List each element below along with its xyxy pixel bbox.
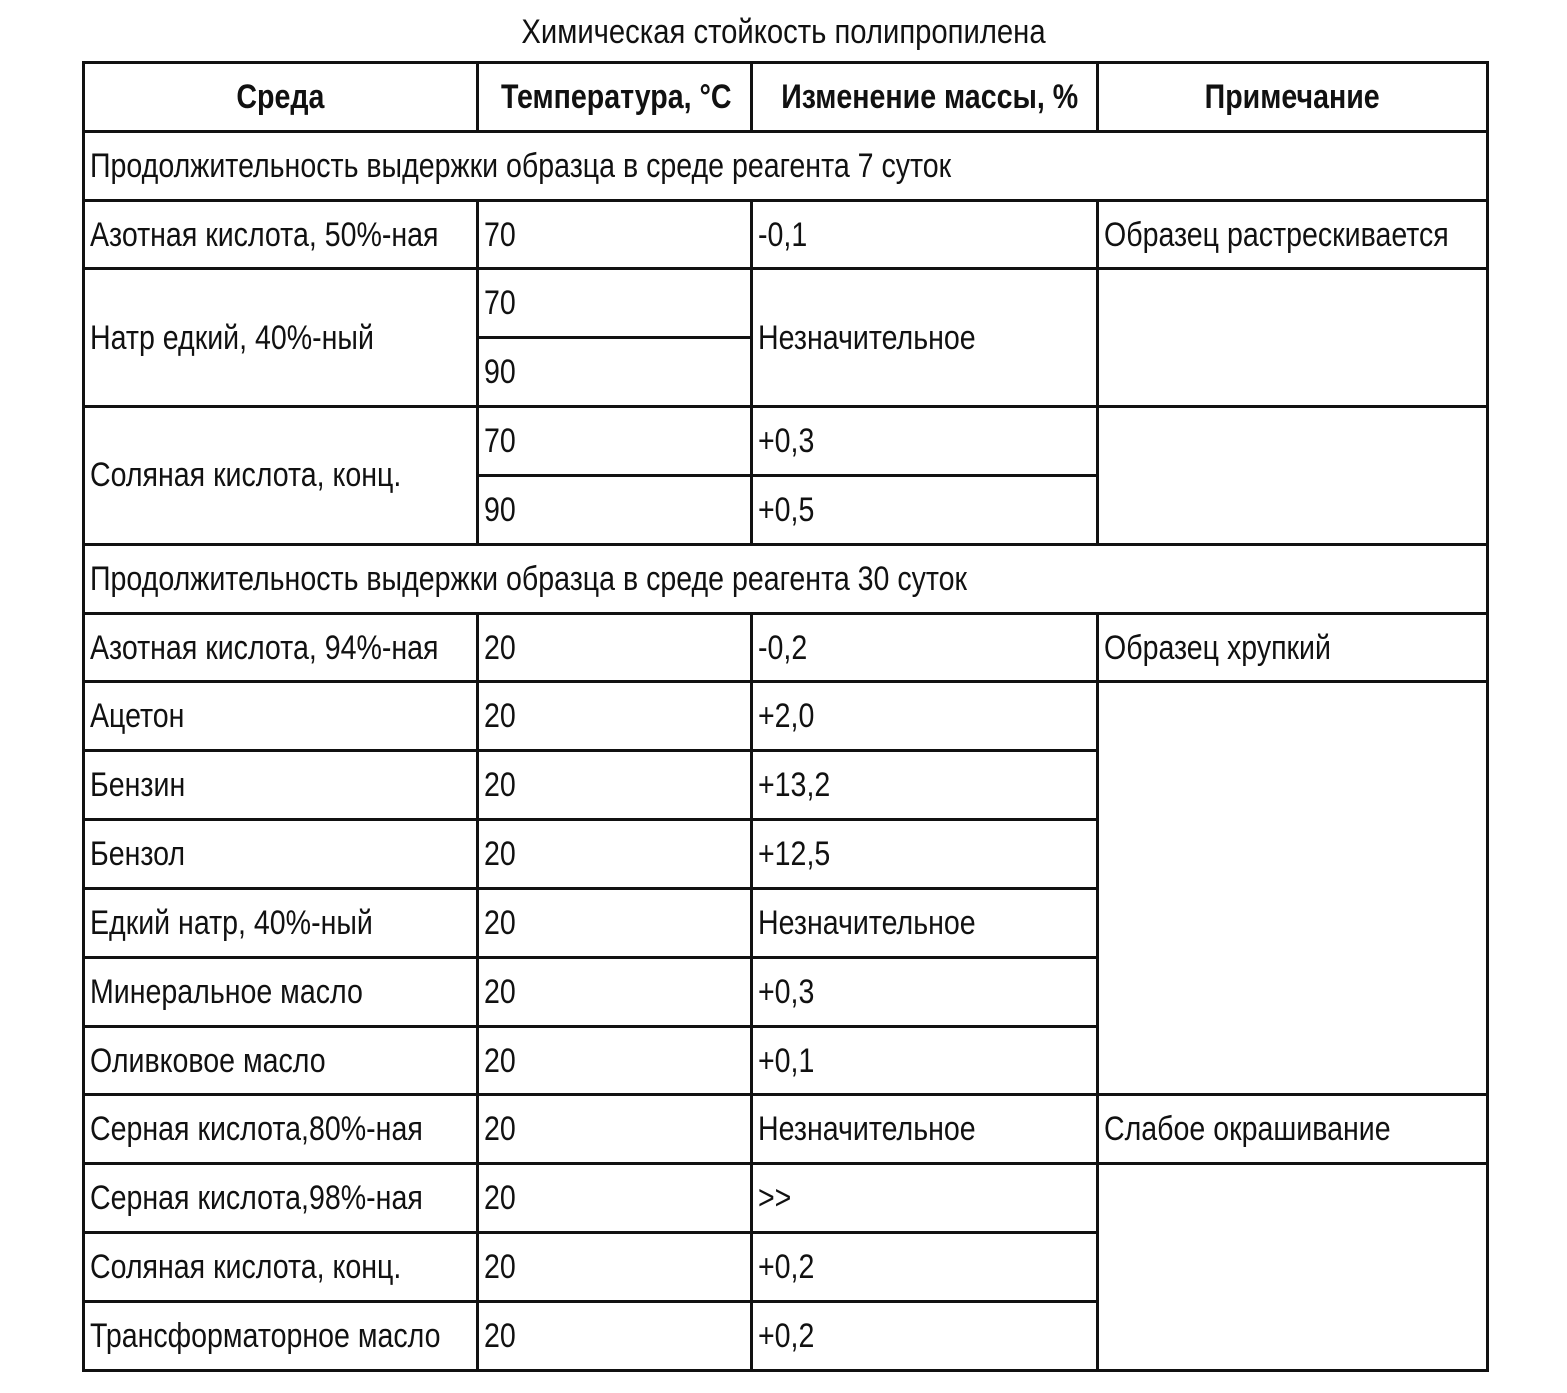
cell-medium bbox=[84, 200, 478, 269]
cell-note-text: Образец растрескивается bbox=[1104, 215, 1449, 254]
cell-note-text: Слабое окрашивание bbox=[1104, 1110, 1391, 1149]
cell-mass-change bbox=[752, 1164, 1098, 1233]
cell-temperature bbox=[478, 682, 752, 751]
chemical-resistance-table bbox=[82, 61, 1489, 1372]
header-note bbox=[1098, 63, 1488, 132]
cell-note bbox=[1098, 200, 1488, 269]
header-medium bbox=[84, 63, 478, 132]
cell-temperature bbox=[478, 475, 752, 544]
cell-temperature bbox=[478, 820, 752, 889]
cell-mass-change-text: -0,1 bbox=[758, 215, 808, 254]
cell-temperature bbox=[478, 1095, 752, 1164]
cell-mass-change-text: +13,2 bbox=[758, 766, 831, 805]
table-title bbox=[110, 10, 1458, 54]
cell-mass-change bbox=[752, 888, 1098, 957]
cell-temperature bbox=[478, 407, 752, 476]
cell-mass-change bbox=[752, 1233, 1098, 1302]
cell-mass-change-text: +0,2 bbox=[758, 1247, 815, 1286]
header-medium-text: Среда bbox=[236, 77, 325, 116]
cell-temperature-text: 20 bbox=[484, 903, 516, 942]
cell-mass-change bbox=[752, 269, 1098, 407]
cell-medium bbox=[84, 888, 478, 957]
cell-temperature bbox=[478, 338, 752, 407]
cell-medium bbox=[84, 407, 478, 545]
header-mass-change-text: Изменение массы, % bbox=[781, 77, 1079, 116]
table-row bbox=[84, 1095, 1488, 1164]
cell-temperature-text: 20 bbox=[484, 1179, 516, 1218]
cell-temperature bbox=[478, 200, 752, 269]
cell-medium-text: Бензол bbox=[90, 835, 186, 874]
cell-medium-text: Натр едкий, 40%-ный bbox=[90, 318, 374, 357]
cell-medium-text: Соляная кислота, конц. bbox=[90, 1247, 402, 1286]
cell-mass-change-text: Незначительное bbox=[758, 318, 976, 357]
cell-mass-change bbox=[752, 1301, 1098, 1370]
cell-medium bbox=[84, 613, 478, 682]
table-title-text: Химическая стойкость полипропилена bbox=[521, 13, 1046, 51]
table-row bbox=[84, 1164, 1488, 1233]
section-label-7-days bbox=[84, 131, 1488, 200]
cell-medium bbox=[84, 1095, 478, 1164]
section-row-7-days bbox=[84, 131, 1488, 200]
cell-medium-text: Серная кислота,80%-ная bbox=[90, 1110, 423, 1149]
cell-note bbox=[1098, 1164, 1488, 1371]
cell-temperature-text: 20 bbox=[484, 628, 516, 667]
cell-mass-change-text: Незначительное bbox=[758, 1110, 976, 1149]
cell-mass-change-text: +12,5 bbox=[758, 835, 831, 874]
cell-temperature-text: 20 bbox=[484, 697, 516, 736]
cell-medium-text: Бензин bbox=[90, 766, 186, 805]
cell-mass-change bbox=[752, 751, 1098, 820]
cell-medium-text: Едкий натр, 40%-ный bbox=[90, 903, 373, 942]
cell-medium-text: Азотная кислота, 94%-ная bbox=[90, 628, 439, 667]
cell-note bbox=[1098, 613, 1488, 682]
cell-medium-text: Минеральное масло bbox=[90, 972, 363, 1011]
cell-medium-text: Азотная кислота, 50%-ная bbox=[90, 215, 439, 254]
cell-mass-change bbox=[752, 475, 1098, 544]
cell-temperature bbox=[478, 1233, 752, 1302]
cell-mass-change-text: -0,2 bbox=[758, 628, 808, 667]
cell-temperature bbox=[478, 888, 752, 957]
cell-mass-change-text: Незначительное bbox=[758, 903, 976, 942]
section-row-30-days bbox=[84, 544, 1488, 613]
cell-medium bbox=[84, 682, 478, 751]
cell-medium-text: Ацетон bbox=[90, 697, 185, 736]
table-row bbox=[84, 682, 1488, 751]
table-row bbox=[84, 269, 1488, 338]
table-row bbox=[84, 200, 1488, 269]
section-label-30-days bbox=[84, 544, 1488, 613]
cell-temperature bbox=[478, 751, 752, 820]
cell-medium-text: Серная кислота,98%-ная bbox=[90, 1179, 423, 1218]
cell-mass-change-text: +0,2 bbox=[758, 1316, 815, 1355]
cell-temperature-text: 90 bbox=[484, 353, 516, 392]
cell-mass-change bbox=[752, 1026, 1098, 1095]
cell-temperature-text: 20 bbox=[484, 766, 516, 805]
cell-note-text: Образец хрупкий bbox=[1104, 628, 1331, 667]
cell-mass-change bbox=[752, 820, 1098, 889]
cell-mass-change-text: +0,1 bbox=[758, 1041, 815, 1080]
cell-medium bbox=[84, 820, 478, 889]
cell-medium bbox=[84, 1301, 478, 1370]
cell-medium bbox=[84, 1026, 478, 1095]
cell-note bbox=[1098, 682, 1488, 1095]
cell-mass-change bbox=[752, 200, 1098, 269]
cell-temperature-text: 20 bbox=[484, 1110, 516, 1149]
cell-mass-change-text: +0,5 bbox=[758, 490, 815, 529]
cell-temperature bbox=[478, 269, 752, 338]
cell-mass-change-text: +0,3 bbox=[758, 422, 815, 461]
cell-mass-change-text: >> bbox=[758, 1179, 792, 1218]
cell-temperature-text: 20 bbox=[484, 1316, 516, 1355]
cell-temperature-text: 20 bbox=[484, 1041, 516, 1080]
cell-temperature-text: 20 bbox=[484, 972, 516, 1011]
cell-medium bbox=[84, 1164, 478, 1233]
cell-mass-change bbox=[752, 957, 1098, 1026]
cell-note bbox=[1098, 1095, 1488, 1164]
cell-mass-change-text: +0,3 bbox=[758, 972, 815, 1011]
cell-mass-change bbox=[752, 407, 1098, 476]
cell-medium bbox=[84, 269, 478, 407]
cell-mass-change bbox=[752, 682, 1098, 751]
cell-temperature-text: 20 bbox=[484, 835, 516, 874]
cell-temperature bbox=[478, 957, 752, 1026]
section-label-7-days-text: Продолжительность выдержки образца в среде реагента 7 суток bbox=[90, 146, 952, 185]
table-row bbox=[84, 407, 1488, 476]
cell-mass-change bbox=[752, 613, 1098, 682]
section-label-30-days-text: Продолжительность выдержки образца в среде реагента 30 суток bbox=[90, 559, 968, 598]
cell-temperature-text: 70 bbox=[484, 284, 516, 323]
cell-medium bbox=[84, 751, 478, 820]
cell-note bbox=[1098, 407, 1488, 545]
cell-temperature bbox=[478, 1301, 752, 1370]
header-temperature bbox=[478, 63, 752, 132]
cell-medium-text: Соляная кислота, конц. bbox=[90, 456, 402, 495]
header-temperature-text: Температура, °С bbox=[500, 77, 732, 116]
cell-medium bbox=[84, 957, 478, 1026]
cell-temperature-text: 20 bbox=[484, 1247, 516, 1286]
cell-temperature bbox=[478, 1164, 752, 1233]
cell-medium-text: Оливковое масло bbox=[90, 1041, 326, 1080]
cell-temperature-text: 70 bbox=[484, 422, 516, 461]
cell-temperature bbox=[478, 613, 752, 682]
table-row bbox=[84, 613, 1488, 682]
cell-mass-change bbox=[752, 1095, 1098, 1164]
cell-temperature bbox=[478, 1026, 752, 1095]
cell-medium-text: Трансформаторное масло bbox=[90, 1316, 441, 1355]
header-row bbox=[84, 63, 1488, 132]
cell-mass-change-text: +2,0 bbox=[758, 697, 815, 736]
header-note-text: Примечание bbox=[1204, 77, 1380, 116]
cell-medium bbox=[84, 1233, 478, 1302]
cell-temperature-text: 90 bbox=[484, 490, 516, 529]
header-mass-change bbox=[752, 63, 1098, 132]
cell-note bbox=[1098, 269, 1488, 407]
cell-temperature-text: 70 bbox=[484, 215, 516, 254]
